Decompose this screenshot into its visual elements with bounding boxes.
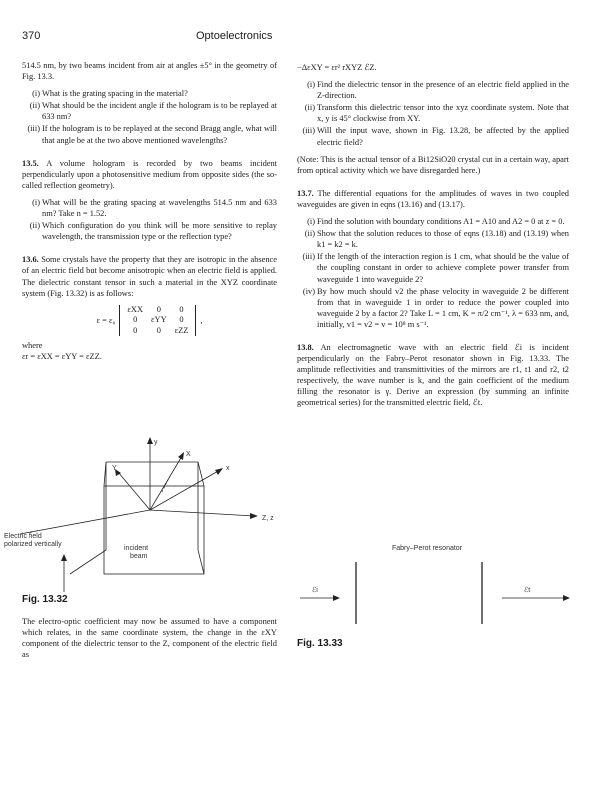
item-number: (i) [32,197,40,207]
item-number: (ii) [304,103,315,113]
z-axis-arrow [250,513,258,519]
item-text: By how much should v2 the phase velocity in waveguide 2 be different from that in waveguide 1 in order to reduce the power coupled into waveguide 2 by a factor 2? Take L = 1 cm, K = π/2 cm⁻¹, λ = 633 nm, and, initially, v1 = v2 = v = 10⁸ m s⁻¹. [317,286,569,329]
matrix-cell: εYY [151,315,167,325]
problem-13-7-list [297,216,569,330]
z-axis [150,510,254,516]
problem-number: 13.6. [22,255,39,265]
list-item [22,220,277,242]
problem-13-6 [22,254,277,298]
matrix-cell: 0 [156,304,161,314]
item-text: What will be the grating spacing at wavelengths 514.5 nm and 633 nm? Take n = 1.52. [42,197,277,219]
transmitted-field-label: ℰt [524,587,531,594]
problem-13-8 [297,342,569,409]
incident-label-1: incident [124,545,149,552]
cube-front-face [104,486,204,574]
list-item [22,100,277,122]
list-item [297,102,569,124]
item-number: (ii) [29,101,40,111]
item-text: Will the input wave, shown in Fig. 13.28, be affected by the applied electric field? [317,126,569,147]
tensor-equation: ε = ε₀ εXX 0 0 0 εYY 0 0 0 εZZ , [96,304,203,335]
efield-label-2: polarized vertically [4,541,62,548]
cube-edge [70,462,106,574]
list-item [297,125,569,147]
problem-text: The differential equations for the amplitudes of waves in two coupled waveguides are given in eqns (13.16) and (13.17). [297,188,569,209]
efield-label-1: Electric field [4,533,42,540]
item-text: Which configuration do you think will be more sensitive to replay wavelength, the transmission type or the reflection type? [42,221,277,242]
transmitted-arrow-head [563,595,570,601]
item-text: Show that the solution reduces to those of eqns (13.18) and (13.19) when k1 = k2 = k. [317,229,569,250]
cube-edge [198,550,204,574]
list-item [297,228,569,250]
item-text: If the length of the interaction region is 1 cm, what should be the value of the coupling constant in order to achieve complete power transfer from waveguide 1 into waveguide 2? [317,252,569,284]
paragraph: The electro-optic coefficient may now be assumed to have a component which relates, in the same coordinate system, the change in the εXY component of the dielectric tensor to the Z, component of the electric field as [22,617,277,660]
incident-label-2: beam [130,553,148,560]
problem-13-7 [297,188,569,210]
item-text: What is the grating spacing in the material? [42,89,188,99]
matrix-cell: εXX [127,304,144,314]
matrix-cell: 0 [133,315,138,325]
matrix-cell: 0 [156,325,161,335]
problem-13-5-list [22,197,277,242]
item-number: (i) [32,89,40,99]
item-text: If the hologram is to be replayed at the second Bragg angle, what will that angle be at the two above mentioned wavelengths? [42,124,277,145]
incident-arrow-head [333,595,340,601]
list-item [22,123,277,145]
matrix-cell: 0 [133,325,138,335]
Y-axis [118,472,150,510]
item-number: (iii) [27,124,40,134]
left-bottom-text [22,616,277,660]
problem-text: Some crystals have the property that they are isotropic in the absence of an electric field but become anisotropic when an electric field is applied. The dielectric constant tensor in such a material in the XYZ coordinate system (Fig. 13.32) is as follows: [22,255,277,298]
item-text: Find the dielectric tensor in the presence of an electric field applied in the Z-direction. [317,80,569,101]
item-number: (ii) [29,221,40,231]
list-item [297,79,569,101]
Y-label: Y [112,465,117,472]
fp-title: Fabry–Perot resonator [392,545,463,552]
y-axis-arrow [147,437,153,444]
page-number: 370 [22,30,41,42]
incident-field-label: ℰi [312,587,318,594]
where-label: where [22,341,43,351]
right-column [297,62,569,409]
item-text: Find the solution with boundary conditions A1 = A10 and A2 = 0 at z = 0. [317,217,565,227]
intro-paragraph: 514.5 nm, by two beams incident from air at angles ±5° in the geometry of Fig. 13.3. [22,61,277,82]
X-axis-arrow [178,452,184,460]
list-item [297,251,569,284]
delta-epsilon-equation: −ΔεXY = εr² rXYZ ℰZ. [297,63,377,72]
y-label: y [154,439,158,446]
item-number: (iv) [302,286,315,296]
problem-number: 13.5. [22,158,39,168]
note-paragraph: (Note: This is the actual tensor of a Bi12SiO20 crystal cut in a certain way, apart from optical activity which we have disregarded here.) [297,154,569,175]
item-text: Transform this dielectric tensor into the xyz coordinate system. Note that x, y is 45° clockwise from XY. [317,103,569,124]
matrix-cell: εZZ [174,325,189,335]
item-number: (iii) [302,252,315,262]
problem-number: 13.8. [297,342,314,352]
field-arrow-head [61,554,67,561]
X-axis [150,456,182,510]
list-item [297,216,569,227]
item-number: (i) [307,80,315,90]
crystal-cube-figure [0,432,290,594]
Zz-label: Z, z [262,515,274,522]
intro-list [22,88,277,145]
matrix-cell: 0 [179,304,184,314]
matrix-cell: 0 [179,315,184,325]
item-number: (i) [307,217,315,227]
problem-13-6-list [297,79,569,148]
problem-number: 13.7. [297,188,314,198]
fabry-perot-figure [296,540,576,630]
x-axis [150,470,220,510]
item-text: What should be the incident angle if the hologram is to be replayed at 633 nm? [42,101,277,122]
running-title: Optoelectronics [196,30,273,42]
x-axis-arrow [215,468,223,475]
x-label: x [226,465,230,472]
figure-caption-13-32: Fig. 13.32 [22,594,68,605]
problem-13-5 [22,158,277,191]
item-number: (iii) [302,126,315,136]
epsilon-r-equation: εr = εXX = εYY = εZZ. [22,352,102,362]
left-column [22,60,277,362]
item-number: (ii) [304,229,315,239]
figure-caption-13-33: Fig. 13.33 [297,638,343,649]
problem-text: An electromagnetic wave with an electric field ℰi is incident perpendicularly on the Fabry–Perot resonator shown in Fig. 13.33. The amplitude reflectivities and transmittivities of the mirrors are r1, t1 and r2, t2 respectively, the wave number is k, and the gain coefficient of the medium filling the resonator is γ. Derive an expression (by summing an infinite geometrical series) for the transmitted electric field, ℰt. [297,342,569,408]
tensor-matrix [123,305,192,337]
problem-text: A volume hologram is recorded by two beams incident perpendicularly upon a photosensitive medium from opposite sides (the so-called reflection geometry). [22,158,277,190]
list-item [297,286,569,330]
X-label: X [186,451,191,458]
equation-lhs: ε = ε₀ [96,315,116,325]
list-item [22,197,277,219]
incident-beam-arrow [20,510,150,534]
list-item [22,88,277,99]
